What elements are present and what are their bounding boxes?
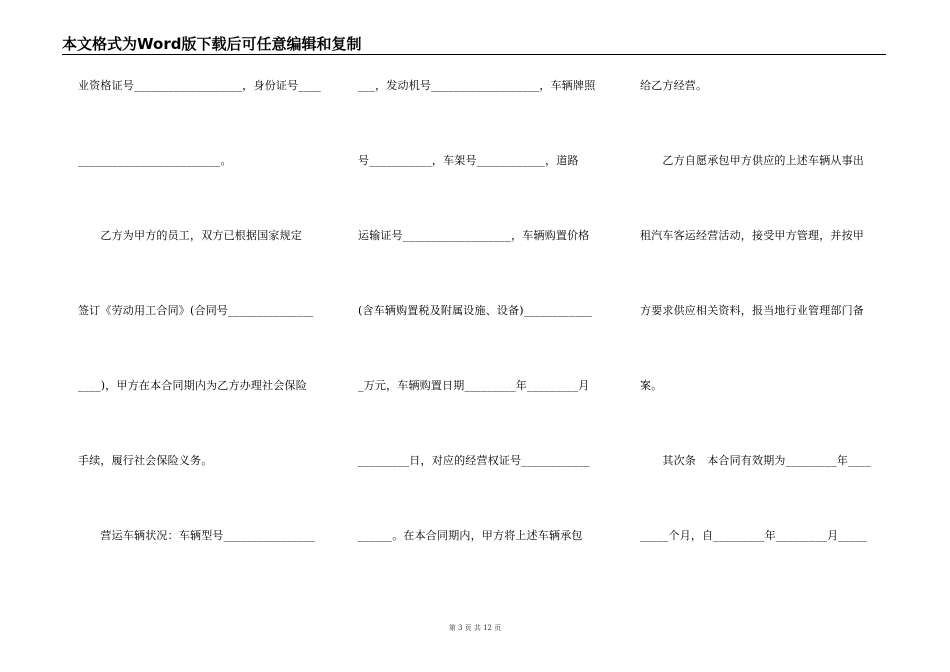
- text-line: 其次条 本合同有效期为_________年____: [640, 454, 871, 467]
- text-line: 租汽车客运经营活动，接受甲方管理，并按甲: [640, 229, 864, 242]
- text-column-2: [358, 0, 610, 672]
- text-line: 手续，履行社会保险义务。: [78, 454, 213, 467]
- text-line: 签订《劳动用工合同》(合同号_______________: [78, 304, 314, 317]
- text-column-3: [640, 0, 890, 672]
- text-line: 业资格证号___________________，身份证号____: [78, 79, 322, 92]
- text-line: 营运车辆状况：车辆型号________________: [78, 529, 315, 542]
- text-line: _________________________。: [78, 154, 232, 167]
- text-line: 给乙方经营。: [640, 79, 708, 92]
- text-column-1: [78, 0, 328, 672]
- text-line: 案。: [640, 379, 663, 392]
- text-line: _万元，车辆购置日期_________年_________月: [358, 379, 590, 392]
- text-line: _________日，对应的经营权证号____________: [358, 454, 590, 467]
- text-line: 运输证号___________________，车辆购置价格: [358, 229, 590, 242]
- text-line: ______。在本合同期内，甲方将上述车辆承包: [358, 529, 583, 542]
- header-title: 本文格式为Word版下载后可任意编辑和复制: [62, 35, 362, 53]
- page-footer: 第 3 页 共 12 页: [448, 624, 502, 632]
- text-line: 号___________，车架号____________，道路: [358, 154, 579, 167]
- text-line: ___，发动机号___________________，车辆牌照: [358, 79, 596, 92]
- text-line: ____)，甲方在本合同期内为乙方办理社会保险: [78, 379, 307, 392]
- text-line: (含车辆购置税及附属设施、设备)____________: [358, 304, 593, 317]
- text-line: _____个月，自_________年_________月_____: [640, 529, 867, 542]
- text-line: 方要求供应相关资料，报当地行业管理部门备: [640, 304, 864, 317]
- text-line: 乙方为甲方的员工，双方已根据国家规定: [78, 229, 302, 242]
- text-line: 乙方自愿承包甲方供应的上述车辆从事出: [640, 154, 864, 167]
